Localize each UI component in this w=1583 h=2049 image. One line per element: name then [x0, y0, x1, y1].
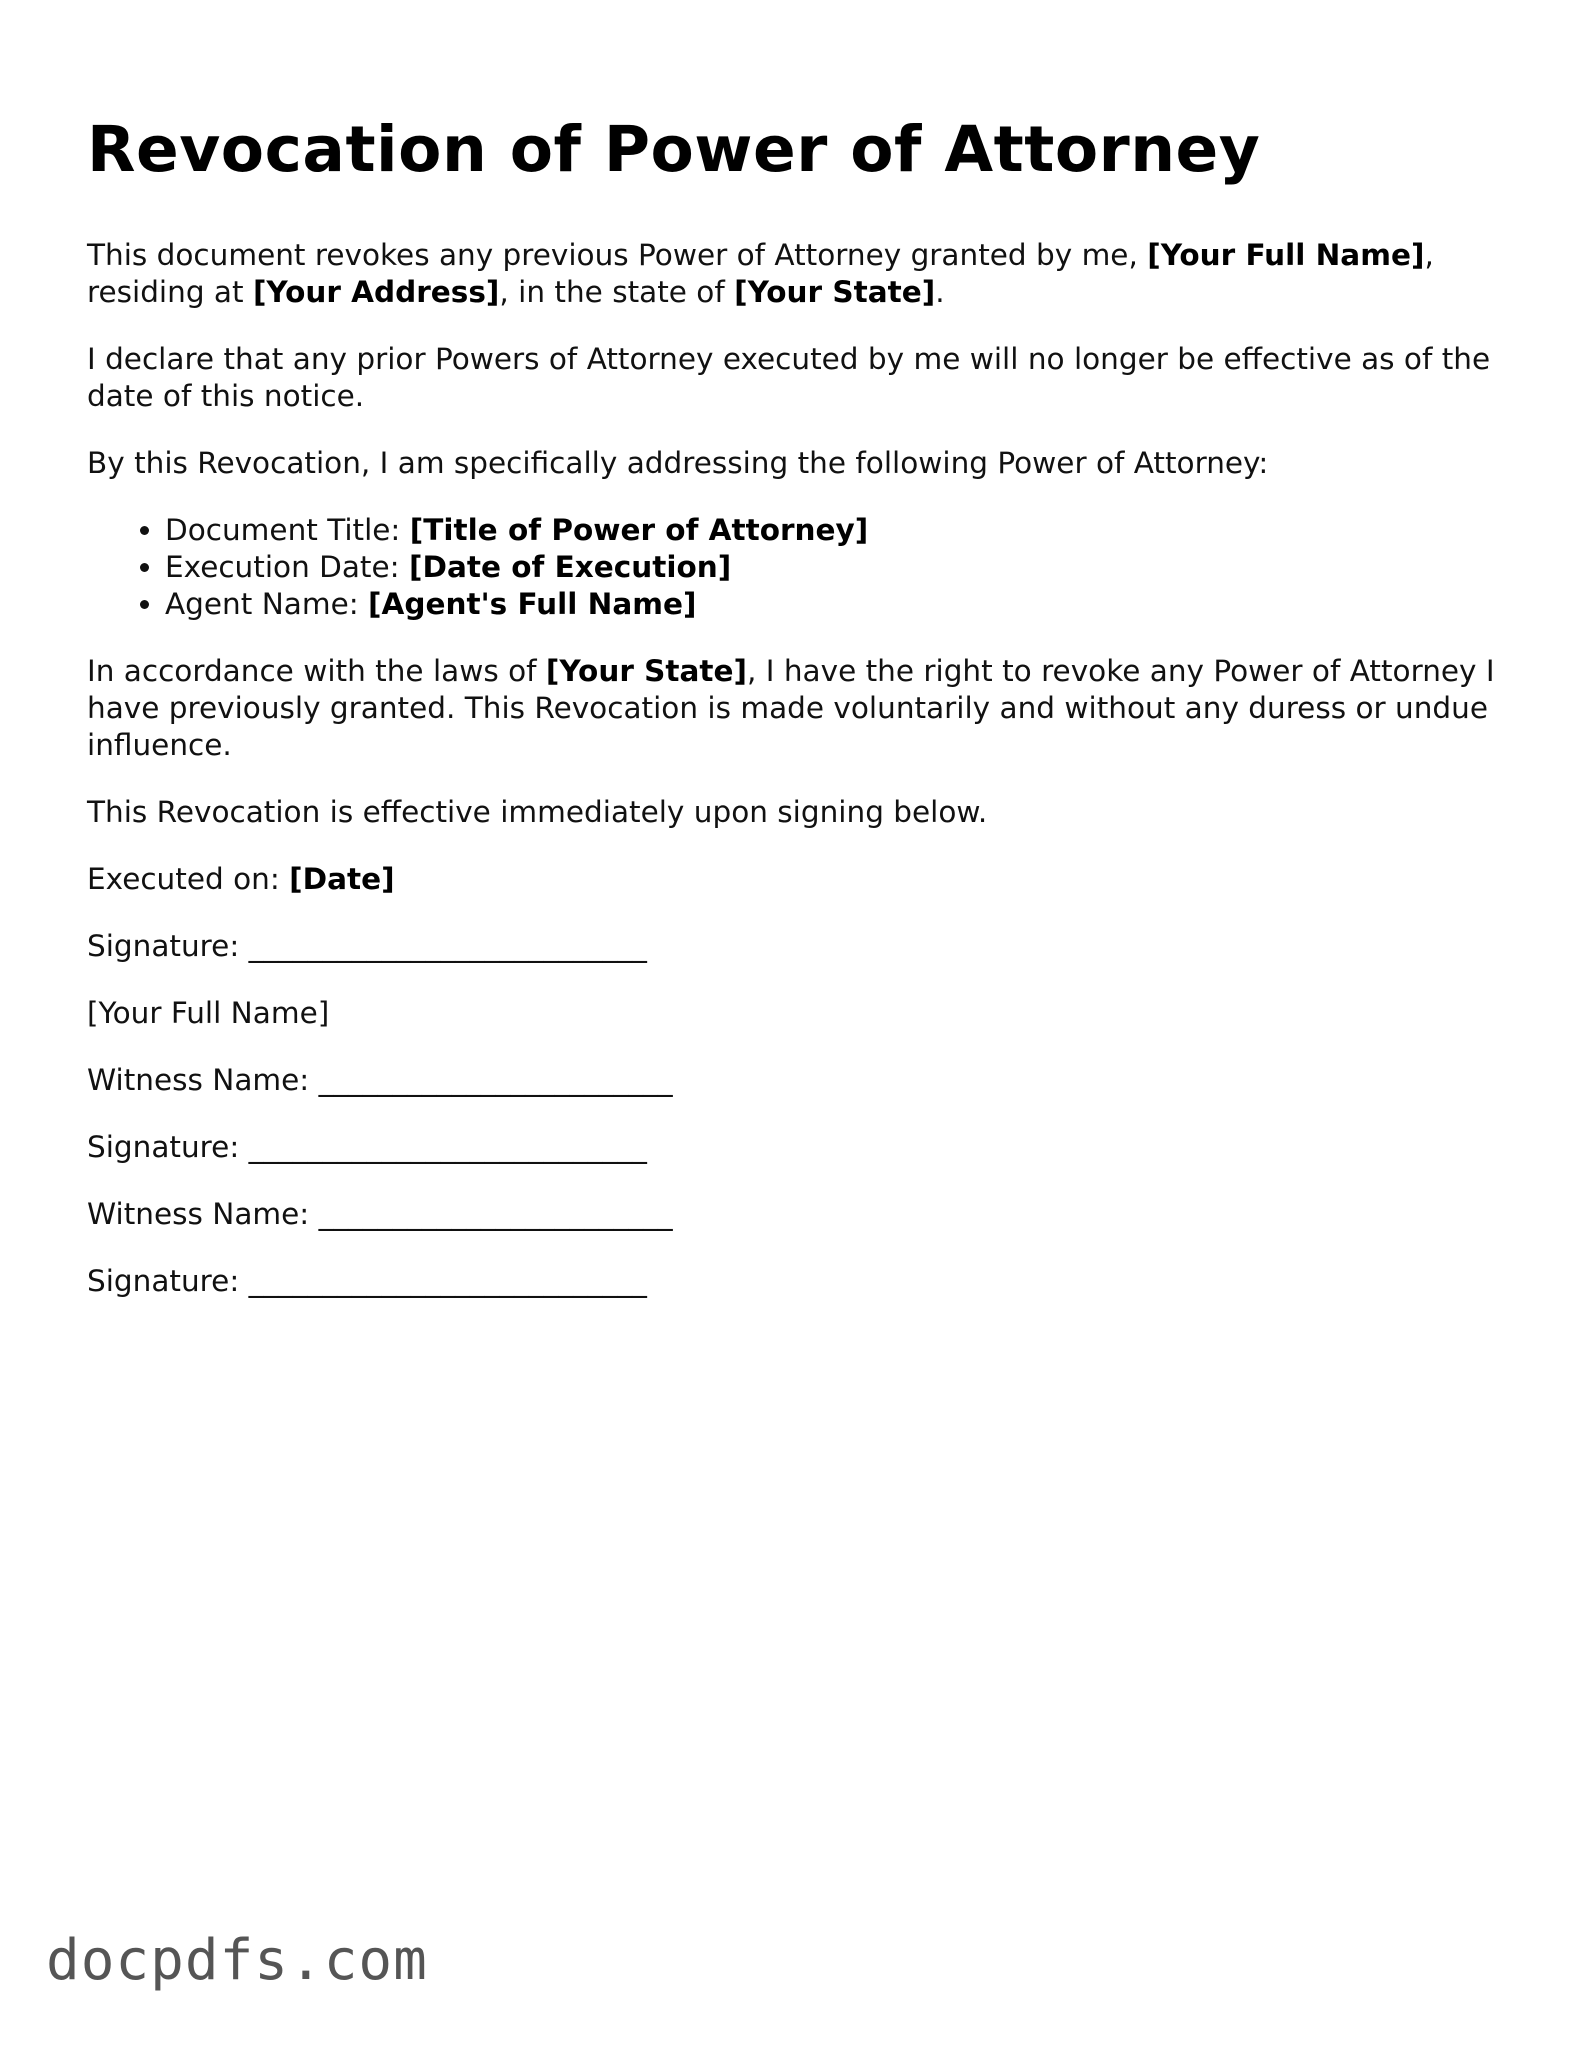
accordance-paragraph — [87, 653, 1507, 764]
full-name-placeholder: [Your Full Name] — [1147, 238, 1425, 272]
intro-text-3: , in the state of — [499, 275, 735, 309]
state-placeholder: [Your State] — [545, 654, 747, 688]
accordance-text-1: In accordance with the laws of — [87, 654, 546, 688]
declaration-paragraph: I declare that any prior Powers of Attorney executed by me will no longer be effective as of the date of this notice. — [87, 342, 1491, 413]
intro-text-4: . — [935, 275, 945, 309]
addressing-paragraph: By this Revocation, I am specifically addressing the following Power of Attorney: — [87, 446, 1269, 480]
effective-paragraph: This Revocation is effective immediately upon signing below. — [87, 795, 988, 829]
witness-signature-line: Signature: ___________________________ — [87, 1264, 647, 1298]
document-page — [87, 108, 1507, 1330]
list-item — [165, 512, 1507, 549]
list-item — [165, 549, 1507, 586]
executed-date-placeholder: [Date] — [289, 862, 395, 896]
intro-paragraph — [87, 237, 1507, 311]
watermark: docpdfs.com — [46, 1928, 428, 1993]
list-item-label: Execution Date: — [165, 550, 409, 584]
executed-on-line — [87, 861, 1507, 898]
witness-name-line: Witness Name: ________________________ — [87, 1197, 673, 1231]
poa-details-list — [87, 512, 1507, 623]
intro-text-2: , residing at — [87, 238, 1434, 309]
witness-signature-line: Signature: ___________________________ — [87, 1130, 647, 1164]
list-item-value: [Title of Power of Attorney] — [409, 513, 869, 547]
list-item-value: [Agent's Full Name] — [368, 587, 697, 621]
address-placeholder: [Your Address] — [252, 275, 500, 309]
signature-line: Signature: ___________________________ — [87, 929, 647, 963]
intro-text-1: This document revokes any previous Power of Attorney granted by me, — [87, 238, 1148, 272]
list-item-value: [Date of Execution] — [408, 550, 732, 584]
list-item-label: Agent Name: — [165, 587, 369, 621]
list-item-label: Document Title: — [165, 513, 410, 547]
state-placeholder: [Your State] — [734, 275, 936, 309]
list-item — [165, 586, 1507, 623]
printed-name-line: [Your Full Name] — [87, 996, 330, 1030]
executed-on-label: Executed on: — [87, 862, 290, 896]
witness-name-line: Witness Name: ________________________ — [87, 1063, 673, 1097]
accordance-text-2: , I have the right to revoke any Power of Attorney I have previously granted. This Revocation is made voluntarily and without any duress or undue influence. — [87, 654, 1495, 762]
document-title: Revocation of Power of Attorney — [87, 113, 1261, 186]
